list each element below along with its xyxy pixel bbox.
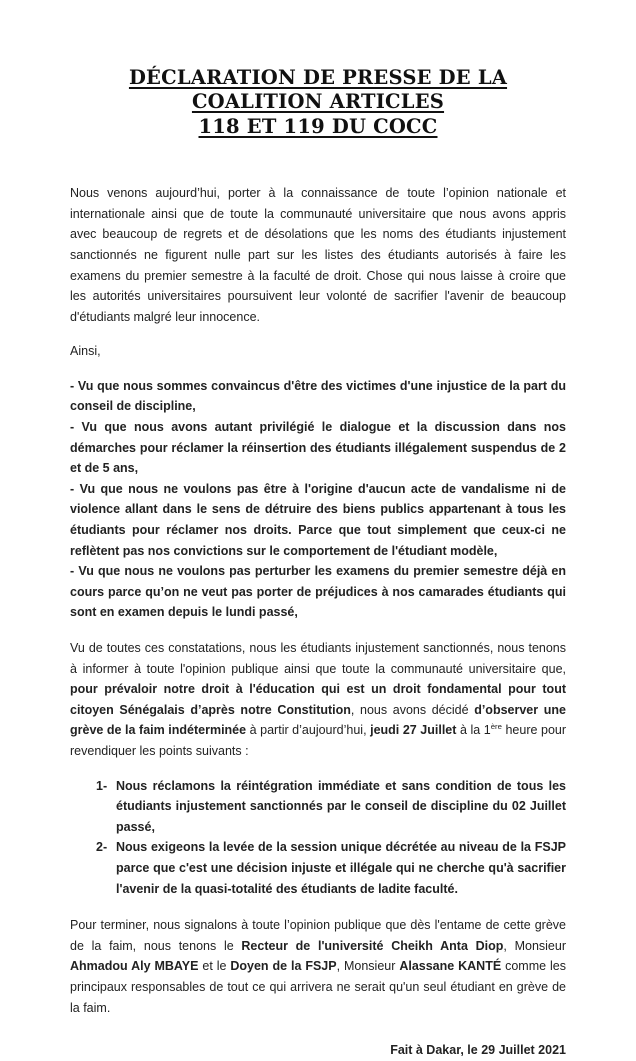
demand-item [70, 837, 566, 899]
demand-text: Nous exigeons la levée de la session unique décrétée au niveau de la FSJP parce que c'est une décision injuste et illégale qui ne cherche qu'à sacrifier l'avenir de la quasi-totalité des étudiants de ladite faculté. [116, 840, 566, 896]
constatations-bold-date: jeudi 27 Juillet [370, 723, 457, 738]
closing-text: comme les principaux responsables de tout ce qui arrivera ne serait qu'un seul étudiant en grève de la faim. [70, 959, 566, 1015]
consideration-item: - Vu que nous ne voulons pas être à l'origine d'aucun acte de vandalisme ni de violence allant dans le sens de détruire des biens publics appartenant à tous les étudiants pour réclamer nos droits. Parce que tout simplement que ceux-ci ne reflètent pas nos convictions sur le comportement de l'étudiant modèle, [70, 481, 566, 558]
closing-text: , Monsieur [336, 959, 400, 974]
constatations-text: Vu de toutes ces constatations, nous les étudiants injustement sanctionnés, nous tenons à informer à toute l'opinion publique ainsi que toute la communauté universitaire que, [70, 641, 566, 676]
intro-paragraph: Nous venons aujourd’hui, porter à la connaissance de toute l’opinion nationale et internationale ainsi que de toute la communauté universitaire que nous avons appris avec beaucoup de regrets et de désolations que les noms des étudiants injustement sanctionnés ne figurent nulle part sur les listes des étudiants autorisés à faire les examens du premier semestre à la faculté de droit. Chose qui nous laisse à croire que les autorités universitaires poursuivent leur volonté de sacrifier l'avenir de beaucoup d'étudiants malgré leur innocence. [70, 186, 566, 324]
demand-number: 1- [96, 778, 108, 793]
dateline: Fait à Dakar, le 29 Juillet 2021 [390, 1043, 566, 1058]
closing-bold-rector: Recteur de l'université Cheikh Anta Diop [241, 938, 504, 953]
ordinal-superscript: ère [490, 722, 502, 732]
closing-bold-mbaye: Ahmadou Aly MBAYE [70, 959, 199, 974]
closing-bold-kante: Alassane KANTÉ [399, 959, 502, 974]
constatations-bold-hunger-strike: d’observer une grève de la faim indéterminée [70, 702, 566, 738]
demand-number: 2- [96, 840, 108, 855]
demands-list [70, 776, 566, 900]
document-title-line2: 118 ET 119 DU COCC [198, 114, 438, 138]
constatations-text: heure pour revendiquer les points suivants : [70, 723, 567, 758]
constatations-text: à la 1 [456, 723, 491, 738]
consideration-item: - Vu que nous ne voulons pas perturber les examens du premier semestre déjà en cours parce qu’on ne veut pas porter de préjudices à nos camarades étudiants qui sont en examen depuis le lundi passé, [70, 564, 566, 620]
document-title [70, 66, 566, 139]
closing-paragraph [70, 915, 566, 1018]
consideration-item: - Vu que nous avons autant privilégié le dialogue et la discussion dans nos démarches pour réclamer la réinsertion des étudiants illégalement suspendus de 2 et de 5 ans, [70, 420, 566, 476]
closing-text: , Monsieur [503, 938, 566, 953]
constatations-text: , nous avons décidé [350, 702, 475, 717]
constatations-text: à partir d’aujourd’hui, [246, 723, 371, 738]
demand-text: Nous réclamons la réintégration immédiate et sans condition de tous les étudiants injustement sanctionnés par le conseil de discipline du 02 Juillet passé, [116, 778, 566, 834]
demand-item [70, 776, 566, 838]
closing-bold-dean: Doyen de la FSJP [230, 959, 337, 974]
document-title-line1: DÉCLARATION DE PRESSE DE LA COALITION ARTICLES [128, 66, 508, 114]
ainsi-line: Ainsi, [70, 344, 101, 359]
consideration-item: - Vu que nous sommes convaincus d'être des victimes d'une injustice de la part du conseil de discipline, [70, 378, 566, 414]
constatations-paragraph [70, 638, 566, 762]
closing-text: et le [198, 959, 231, 974]
considerations-list [70, 376, 566, 623]
constatations-bold-right-education: pour prévaloir notre droit à l'éducation qui est un droit fondamental pour tout citoyen Sénégalais d’après notre Constitution [70, 682, 566, 717]
closing-text: Pour terminer, nous signalons à toute l’opinion publique que dès l'entame de cette grève de la faim, nous tenons le [70, 918, 566, 953]
